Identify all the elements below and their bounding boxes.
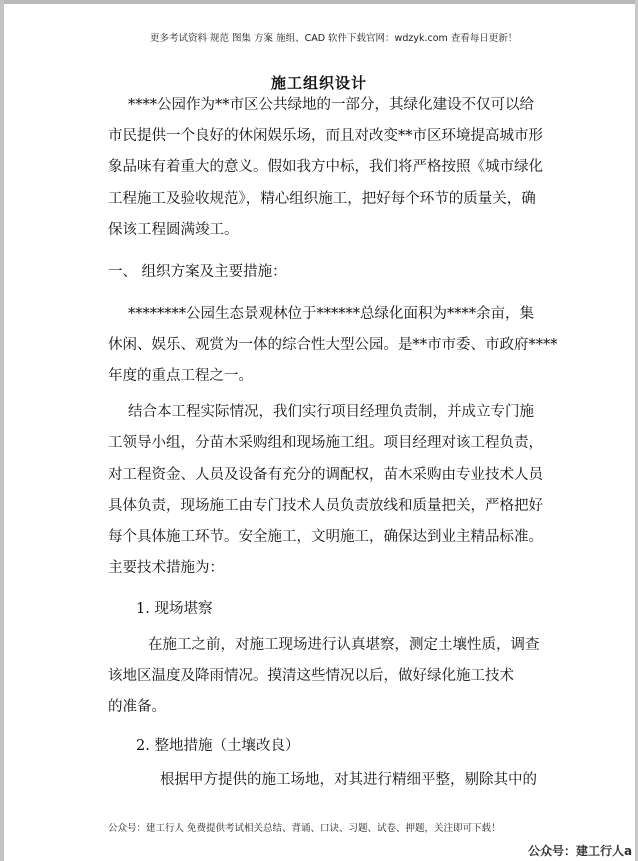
paragraph-line: 在施工之前，对施工现场进行认真堪察，测定土壤性质，调查 (148, 637, 540, 653)
footer-note: 公众号：建工行人 免费提供考试相关总结、背诵、口诀、习题、试卷、押题，关注即可下载！ (108, 823, 501, 834)
paragraph-line: 的准备。 (108, 699, 166, 715)
paragraph-line: 休闲、娱乐、观赏为一体的综合性大型公园。是**市市委、市政府**** (108, 337, 558, 353)
paragraph-line: 保该工程圆满竣工。 (108, 222, 239, 238)
paragraph-line: 具体负责，现场施工由专门技术人员负责放线和质量把关，严格把好 (108, 498, 543, 514)
paragraph-line: ****公园作为**市区公共绿地的一部分，其绿化建设不仅可以给 (128, 97, 534, 113)
paragraph-line: 市民提供一个良好的休闲娱乐场，而且对改变**市区环境提高城市形 (108, 128, 543, 144)
paragraph-line: 对工程资金、人员及设备有充分的调配权，苗木采购由专业技术人员 (108, 467, 543, 483)
numbered-heading: 1. 现场堪察 (136, 601, 213, 617)
paragraph-line: 象品味有着重大的意义。假如我方中标，我们将严格按照《城市绿化 (108, 159, 543, 175)
paragraph-line: 主要技术措施为： (108, 560, 224, 576)
paragraph-line: 根据甲方提供的施工场地，对其进行精细平整，剔除其中的 (160, 772, 537, 788)
section-heading: 一、 组织方案及主要措施： (108, 264, 287, 280)
paragraph-line: 结合本工程实际情况，我们实行项目经理负责制，并成立专门施 (128, 404, 534, 420)
header-note: 更多考试资料 规范 图集 方案 施组、CAD 软件下载官网：wdzyk.com 查看每日更新！ (150, 33, 518, 44)
watermark: 公众号：建工行人a (528, 844, 633, 858)
paragraph-line: 每个具体施工环节。安全施工，文明施工，确保达到业主精品标准。 (108, 529, 543, 545)
paragraph-line: ********公园生态景观林位于******总绿化面积为****余亩，集 (128, 306, 534, 322)
numbered-heading: 2. 整地措施（土壤改良） (136, 738, 300, 754)
page-frame-left (0, 0, 4, 861)
page-frame-top (0, 0, 638, 4)
paragraph-line: 该地区温度及降雨情况。摸清这些情况以后，做好绿化施工技术 (108, 668, 514, 684)
paragraph-line: 工程施工及验收规范》，精心组织施工，把好每个环节的质量关，确 (108, 191, 536, 207)
paragraph-line: 工领导小组，分苗木采购组和现场施工组。项目经理对该工程负责， (108, 435, 543, 451)
paragraph-line: 年度的重点工程之一。 (108, 368, 253, 384)
document-title: 施工组织设计 (270, 74, 367, 92)
